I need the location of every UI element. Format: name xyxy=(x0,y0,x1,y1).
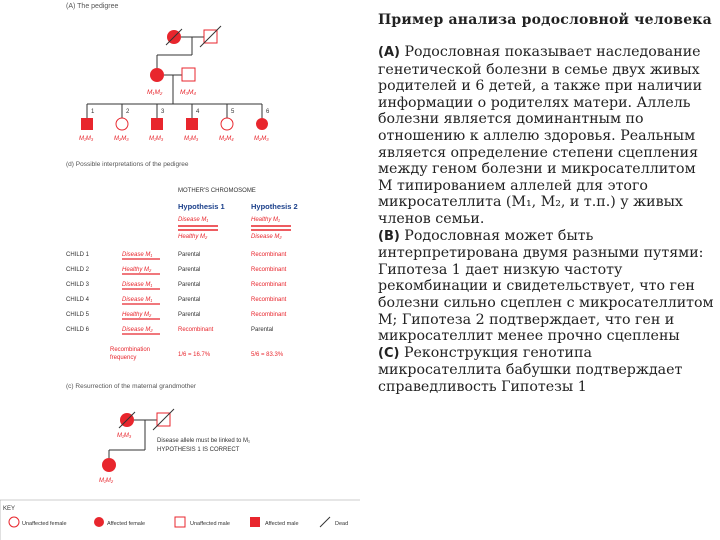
row-allele: Disease M₁ xyxy=(122,297,153,303)
grandparents xyxy=(157,26,221,68)
panel-c-label: (c) Resurrection of the maternal grandmother xyxy=(66,383,197,390)
row-allele: Disease M₂ xyxy=(122,327,153,333)
mother-genotype: M₁M₂ xyxy=(147,89,163,96)
row-h1: Parental xyxy=(178,297,201,303)
row-h2: Recombinant xyxy=(251,297,287,303)
conclusion-line-1: Disease allele must be linked to M₁ xyxy=(157,438,251,444)
key-item: Affected male xyxy=(265,521,299,527)
row-allele: Healthy M₂ xyxy=(122,312,152,318)
paragraph-tag: (C) xyxy=(378,345,400,361)
child-4-symbol xyxy=(186,118,198,130)
child-2-symbol xyxy=(116,118,128,130)
child-1-symbol xyxy=(81,118,93,130)
mothers-chromosome-label: MOTHER'S CHROMOSOME xyxy=(178,188,256,194)
child-6-symbol xyxy=(256,118,268,130)
child-number: 4 xyxy=(196,109,200,115)
child-3-symbol xyxy=(151,118,163,130)
row-h2: Recombinant xyxy=(251,282,287,288)
hypothesis-2-title: Hypothesis 2 xyxy=(251,202,298,211)
legend-key xyxy=(0,500,360,540)
row-h1: Parental xyxy=(178,267,201,273)
key-item: Unaffected male xyxy=(190,521,230,527)
paragraph-body: Реконструкция генотипа микросателлита бабушки подтверждает справедливость Гипотезы 1 xyxy=(378,344,683,395)
child-number: 1 xyxy=(91,109,95,115)
row-child: CHILD 2 xyxy=(66,267,90,273)
hyp2-chrom-top: Healthy M₁ xyxy=(251,217,280,223)
grandmother-reconstruction xyxy=(99,409,250,484)
key-item: Unaffected female xyxy=(22,521,67,527)
page-title: Пример анализа родословной человека xyxy=(378,12,712,28)
parents xyxy=(87,68,262,104)
row-h1: Parental xyxy=(178,312,201,318)
interpretation-table xyxy=(66,252,287,334)
hypothesis-1-title: Hypothesis 1 xyxy=(178,202,225,211)
row-child: CHILD 6 xyxy=(66,327,90,333)
table-row xyxy=(66,252,287,259)
recombination-label: Recombination xyxy=(110,347,151,353)
father-genotype: M₃M₄ xyxy=(180,89,197,96)
key-label: KEY xyxy=(3,506,16,512)
recomb-h1-value: 1/6 = 16.7% xyxy=(178,352,211,358)
row-h2: Parental xyxy=(251,327,274,333)
row-allele: Disease M₁ xyxy=(122,252,153,258)
hyp1-chrom-top: Disease M₁ xyxy=(178,217,209,223)
description-panel xyxy=(378,12,714,395)
table-row xyxy=(66,312,287,319)
row-h1: Parental xyxy=(178,252,201,258)
row-child: CHILD 4 xyxy=(66,297,90,303)
child-5-symbol xyxy=(221,118,233,130)
row-child: CHILD 5 xyxy=(66,312,90,318)
row-h2: Recombinant xyxy=(251,312,287,318)
grandmother-c-genotype: M₁M₃ xyxy=(117,433,132,439)
mother-c-symbol xyxy=(102,458,116,472)
table-row xyxy=(66,282,287,289)
child-genotype: M₂M₄ xyxy=(219,136,234,142)
table-row xyxy=(66,327,273,334)
table-row xyxy=(66,267,287,274)
paragraph-b xyxy=(378,228,714,345)
child-genotype: M₁M₃ xyxy=(149,136,164,142)
child-genotype: M₁M₃ xyxy=(79,136,94,142)
row-h2: Recombinant xyxy=(251,252,287,258)
mother-c-genotype: M₁M₂ xyxy=(99,478,114,484)
paragraph-c xyxy=(378,345,714,396)
paragraph-tag: (A) xyxy=(378,45,400,60)
child-genotype: M₂M₃ xyxy=(254,136,269,142)
child-number: 5 xyxy=(231,109,235,115)
row-child: CHILD 1 xyxy=(66,252,90,258)
paragraph-body: Родословная может быть интерпретирована двумя разными путями: Гипотеза 1 дает низкую частоту рекомбинации и свидетельствует, что ген болезни сильно сцеплен с микросателлитом M; Гипотеза 2 подтверждает, что ген и микросателлит менее прочно сцеплены xyxy=(378,227,714,345)
row-allele: Disease M₁ xyxy=(122,282,153,288)
paragraph-tag: (B) xyxy=(378,228,400,244)
hyp1-chrom-bottom: Healthy M₂ xyxy=(178,234,208,240)
table-row xyxy=(66,297,287,304)
frequency-label: frequency xyxy=(110,355,137,361)
row-allele: Healthy M₂ xyxy=(122,267,152,273)
row-h1: Parental xyxy=(178,282,201,288)
child-genotype: M₁M₃ xyxy=(184,136,199,142)
row-h1: Recombinant xyxy=(178,327,214,333)
key-item: Affected female xyxy=(107,521,146,527)
paragraph-a xyxy=(378,44,714,228)
row-h2: Recombinant xyxy=(251,267,287,273)
row-child: CHILD 3 xyxy=(66,282,90,288)
panel-d-label: (d) Possible interpretations of the pedigree xyxy=(66,161,189,168)
hyp2-chrom-bottom: Disease M₂ xyxy=(251,234,282,240)
paragraph-body: Родословная показывает наследование генетической болезни в семье двух живых родителей и 6 детей, а также при наличии информации о родителях матери. Аллель болезни является доминантным по отношению к аллелю здоровья. Реальным является определение степени сцепления между геном болезни и микросателлитом М типированием аллелей для этого микросателлита (M₁, M₂, и т.п.) у живых членов семьи. xyxy=(378,44,703,227)
mother-symbol xyxy=(150,68,164,82)
child-number: 3 xyxy=(161,109,165,115)
children xyxy=(79,104,270,142)
key-item: Dead xyxy=(335,521,349,527)
conclusion-line-2: HYPOTHESIS 1 IS CORRECT xyxy=(157,447,240,453)
child-number: 2 xyxy=(126,109,130,115)
child-number: 6 xyxy=(266,109,270,115)
child-genotype: M₂M₃ xyxy=(114,136,129,142)
panel-a-label: (A) The pedigree xyxy=(66,3,119,10)
father-symbol xyxy=(182,68,195,81)
recomb-h2-value: 5/6 = 83.3% xyxy=(251,352,284,358)
